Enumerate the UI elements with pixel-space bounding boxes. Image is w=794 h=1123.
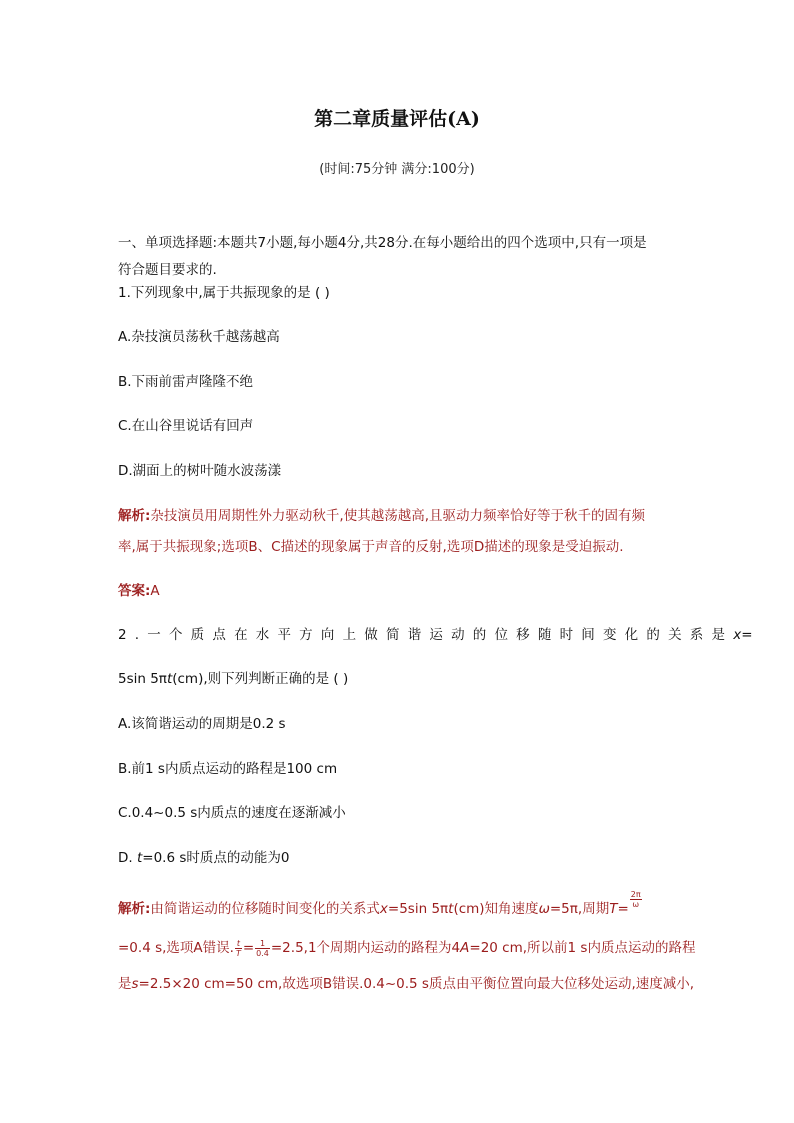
ratio-fraction-1-over-04: $\frac{1}{0.4}$	[256, 938, 269, 958]
question-1-stem: 1.下列现象中,属于共振现象的是 ( )	[118, 285, 330, 301]
question-2-stem: 2.一个质点在水平方向上做简谐运动的位移随时间变化的关系是x=	[118, 627, 753, 643]
page-title: 第二章质量评估(A)	[314, 108, 480, 130]
question-2-option-d: D. t=0.6 s时质点的动能为0	[118, 850, 290, 866]
question-1-option-b: B.下雨前雷声隆隆不绝	[118, 374, 254, 390]
question-2-option-c: C.0.4~0.5 s内质点的速度在逐渐减小	[118, 805, 346, 821]
answer-value: A	[150, 583, 160, 599]
exam-info: (时间:75分钟 满分:100分)	[319, 162, 475, 177]
question-1-analysis-cont: 率,属于共振现象;选项B、C描述的现象属于声音的反射,选项D描述的现象是受迫振动.	[118, 539, 624, 555]
question-1-analysis	[118, 504, 645, 524]
question-1-answer	[118, 579, 160, 599]
question-1-option-a: A.杂技演员荡秋千越荡越高	[118, 329, 280, 345]
question-1-option-d: D.湖面上的树叶随水波荡漾	[118, 463, 282, 479]
analysis-label: 解析:	[118, 508, 151, 524]
question-2-analysis-cont-2: 是s=2.5×20 cm=50 cm,故选项B错误.0.4~0.5 s质点由平衡位置向最大位移处运动,速度减小,	[118, 976, 695, 992]
question-1-option-c: C.在山谷里说话有回声	[118, 418, 254, 434]
analysis-text: 杂技演员用周期性外力驱动秋千,使其越荡越高,且驱动力频率恰好等于秋千的固有频	[150, 508, 645, 524]
question-2-stem-cont: 5sin 5πt(cm),则下列判断正确的是 ( )	[118, 671, 349, 687]
question-2-option-b: B.前1 s内质点运动的路程是100 cm	[118, 761, 338, 777]
question-2-analysis: 解析:由简谐运动的位移随时间变化的关系式x=5sin 5πt(cm)知角速度ω=5π,周期T= $\frac{2\pi}{\omega}$	[118, 890, 641, 917]
analysis-label: 解析:	[118, 901, 151, 917]
section-heading-cont: 符合题目要求的.	[118, 262, 217, 278]
ratio-fraction-t-over-T: $\frac{t}{T}$	[235, 938, 241, 958]
section-heading: 一、单项选择题:本题共7小题,每小题4分,共28分.在每小题给出的四个选项中,只有一项是	[118, 235, 647, 251]
question-2-analysis-cont: =0.4 s,选项A错误. $\frac{t}{T}$ = $\frac{1}{0.4}$ =2.5,1个周期内运动的路程为4A=20 cm,所以前1 s内质点运动的路程	[118, 938, 696, 958]
answer-label: 答案:	[118, 583, 151, 599]
question-2-option-a: A.该简谐运动的周期是0.2 s	[118, 716, 286, 732]
period-fraction: $\frac{2\pi}{\omega}$	[630, 890, 641, 909]
